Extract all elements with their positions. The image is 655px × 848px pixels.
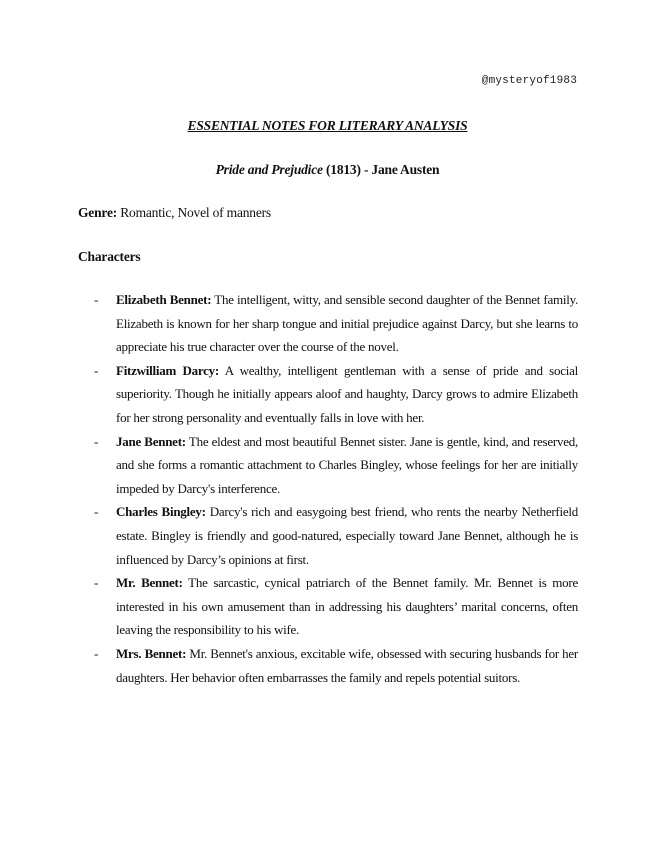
character-name: Fitzwilliam Darcy: — [116, 362, 220, 378]
character-description: Mr. Bennet's anxious, excitable wife, obsessed with securing husbands for her daughters. Her behavior often embarrasses the family and repels potential suitors. — [116, 645, 578, 685]
character-description: The intelligent, witty, and sensible second daughter of the Bennet family. Elizabeth is known for her sharp tongue and initial prejudice against Darcy, but she learns to appreciate his true character over the course of the novel. — [116, 292, 578, 355]
character-list — [78, 288, 578, 689]
character-name: Elizabeth Bennet: — [116, 292, 212, 307]
work-heading — [0, 162, 655, 178]
work-title: Pride and Prejudice — [215, 162, 323, 177]
list-item — [78, 571, 578, 642]
bullet-dash: - — [94, 292, 99, 307]
document-title: ESSENTIAL NOTES FOR LITERARY ANALYSIS — [187, 118, 468, 133]
character-name: Mrs. Bennet: — [116, 645, 187, 661]
characters-heading: Characters — [78, 249, 141, 264]
bullet-dash: - — [94, 575, 99, 591]
bullet-dash: - — [94, 433, 99, 449]
list-item — [78, 500, 578, 571]
work-year-author: (1813) - Jane Austen — [322, 162, 440, 177]
bullet-dash: - — [94, 362, 99, 378]
character-name: Jane Bennet: — [116, 433, 186, 449]
character-description: The eldest and most beautiful Bennet sister. Jane is gentle, kind, and reserved, and she forms a romantic attachment to Charles Bingley, whose feelings for her are initially impeded by Darcy's interference. — [116, 433, 578, 496]
character-name: Charles Bingley: — [116, 504, 206, 520]
author-handle: @mysteryof1983 — [481, 75, 577, 87]
genre-line — [78, 205, 271, 221]
character-description: Darcy's rich and easygoing best friend, who rents the nearby Netherfield estate. Bingley is friendly and good-natured, especially toward Jane Bennet, although he is influenced by Darcy’s opinions at first. — [116, 504, 578, 567]
list-item — [78, 642, 578, 689]
list-item — [78, 359, 578, 430]
character-name: Mr. Bennet: — [116, 575, 183, 591]
character-description: A wealthy, intelligent gentleman with a sense of pride and social superiority. Though he initially appears aloof and haughty, Darcy grows to admire Elizabeth for her strong personality and eventually falls in love with her. — [116, 362, 578, 425]
bullet-dash: - — [94, 504, 99, 520]
genre-value: Romantic, Novel of manners — [117, 205, 271, 220]
bullet-dash: - — [94, 645, 99, 661]
list-item — [78, 288, 578, 359]
genre-label: Genre: — [78, 205, 118, 220]
list-item — [78, 430, 578, 501]
character-description: The sarcastic, cynical patriarch of the Bennet family. Mr. Bennet is more interested in his own amusement than in addressing his daughters’ marital concerns, often leaving the responsibility to his wife. — [116, 575, 578, 638]
